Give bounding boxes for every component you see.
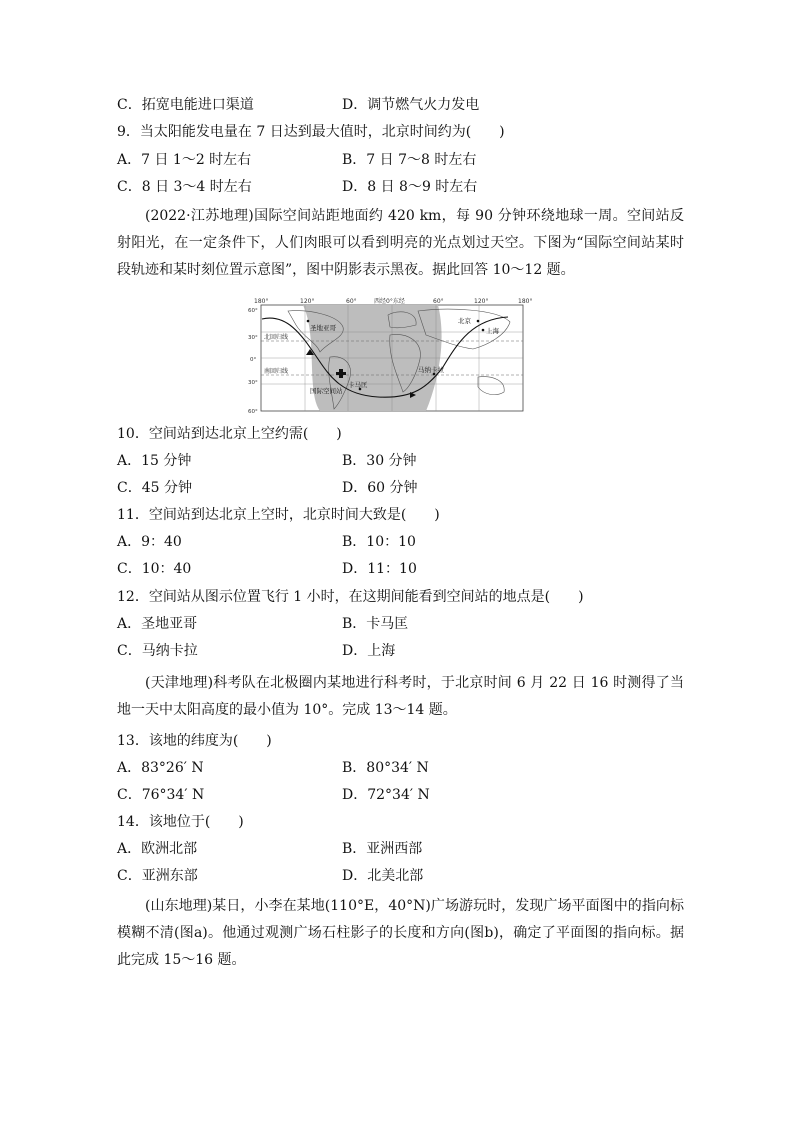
q8-option-c: C．拓宽电能进口渠道 xyxy=(117,97,254,113)
q14-option-c: C．亚洲东部 xyxy=(117,868,198,884)
q14-option-b: B．亚洲西部 xyxy=(342,841,423,857)
map-lat-label: 30° xyxy=(248,380,258,386)
q14-stem: 14．该地位于( ) xyxy=(117,814,244,830)
tropic-north-label: 北回归线 xyxy=(264,334,289,341)
q9-option-a: A．7 日 1～2 时左右 xyxy=(117,152,252,168)
map-lat-label: 60° xyxy=(248,409,258,415)
map-top-label: 180° xyxy=(518,298,532,305)
kama-label: 卡马匡 xyxy=(348,381,368,389)
iss-label: 国际空间站 xyxy=(310,387,343,395)
beijing-dot xyxy=(477,320,480,323)
passage-tianjin xyxy=(117,670,684,724)
santiago-label: 圣地亚哥 xyxy=(310,324,336,332)
q10-option-d: D．60 分钟 xyxy=(342,480,418,496)
map-top-label: 120° xyxy=(300,298,315,305)
q12-option-d: D．上海 xyxy=(342,643,396,659)
q12-stem: 12．空间站从图示位置飞行 1 小时，在这期间能看到空间站的地点是( ) xyxy=(117,589,584,605)
q9-option-d: D．8 日 8～9 时左右 xyxy=(342,179,478,195)
q13-option-c: C．76°34′ N xyxy=(117,787,205,803)
q8-option-d: D．调节燃气火力发电 xyxy=(342,97,480,113)
beijing-label: 北京 xyxy=(458,317,471,325)
tropic-south-label: 南回归线 xyxy=(264,368,289,375)
q9-option-b: B．7 日 7～8 时左右 xyxy=(342,152,477,168)
q12-option-c: C．马纳卡拉 xyxy=(117,643,198,659)
map-top-label: 60° xyxy=(433,298,444,305)
passage-shandong-text: (山东地理)某日，小李在某地(110°E，40°N)广场游玩时，发现广场平面图中的指向标模糊不清(图a)。他通过观测广场石柱影子的长度和方向(图b)，确定了平面图的指向标。据此完成 15～16 题。 xyxy=(117,898,684,968)
q11-option-d: D．11：10 xyxy=(342,561,417,577)
map-lat-label: 0° xyxy=(250,357,257,363)
q11-stem: 11．空间站到达北京上空时，北京时间大致是( ) xyxy=(117,507,440,523)
map-lat-label: 60° xyxy=(248,308,258,314)
passage-iss-text: (2022·江苏地理)国际空间站距地面约 420 km，每 90 分钟环绕地球一周。空间站反射阳光，在一定条件下，人们肉眼可以看到明亮的光点划过天空。下图为“国际空间站某时段轨迹和某时刻位置示意图”，图中阴影表示黑夜。据此回答 10～12 题。 xyxy=(117,208,684,278)
passage-tianjin-text: (天津地理)科考队在北极圈内某地进行科考时，于北京时间 6 月 22 日 16 时测得了当地一天中太阳高度的最小值为 10°。完成 13～14 题。 xyxy=(117,675,684,718)
q13-option-d: D．72°34′ N xyxy=(342,787,430,803)
q12-option-b: B．卡马匡 xyxy=(342,616,409,632)
q13-option-b: B．80°34′ N xyxy=(342,760,429,776)
passage-iss xyxy=(117,203,684,284)
map-top-label: 60° xyxy=(346,298,357,305)
shanghai-label: 上海 xyxy=(486,327,499,335)
q10-option-b: B．30 分钟 xyxy=(342,453,417,469)
q11-option-a: A．9：40 xyxy=(117,534,182,550)
q9-stem: 9．当太阳能发电量在 7 日达到最大值时，北京时间约为( ) xyxy=(117,124,505,140)
passage-shandong xyxy=(117,893,684,974)
q11-option-c: C．10：40 xyxy=(117,561,192,577)
q14-option-d: D．北美北部 xyxy=(342,868,424,884)
map-top-label: 180° xyxy=(254,298,269,305)
shanghai-dot xyxy=(482,329,485,332)
q9-option-c: C．8 日 3～4 时左右 xyxy=(117,179,252,195)
q13-stem: 13．该地的纬度为( ) xyxy=(117,733,272,749)
map-top-label: 120° xyxy=(474,298,489,305)
iss-track-map xyxy=(248,297,532,415)
q11-option-b: B．10：10 xyxy=(342,534,416,550)
q14-option-a: A．欧洲北部 xyxy=(117,841,198,857)
q10-stem: 10．空间站到达北京上空约需( ) xyxy=(117,426,342,442)
manaka-label: 马纳卡拉 xyxy=(418,366,444,374)
map-top-label: 西经0°东经 xyxy=(374,298,405,305)
q12-option-a: A．圣地亚哥 xyxy=(117,616,198,632)
q13-option-a: A．83°26′ N xyxy=(117,760,204,776)
q10-option-a: A．15 分钟 xyxy=(117,453,192,469)
map-lat-label: 30° xyxy=(248,335,258,341)
santiago-dot xyxy=(307,320,310,323)
q10-option-c: C．45 分钟 xyxy=(117,480,192,496)
